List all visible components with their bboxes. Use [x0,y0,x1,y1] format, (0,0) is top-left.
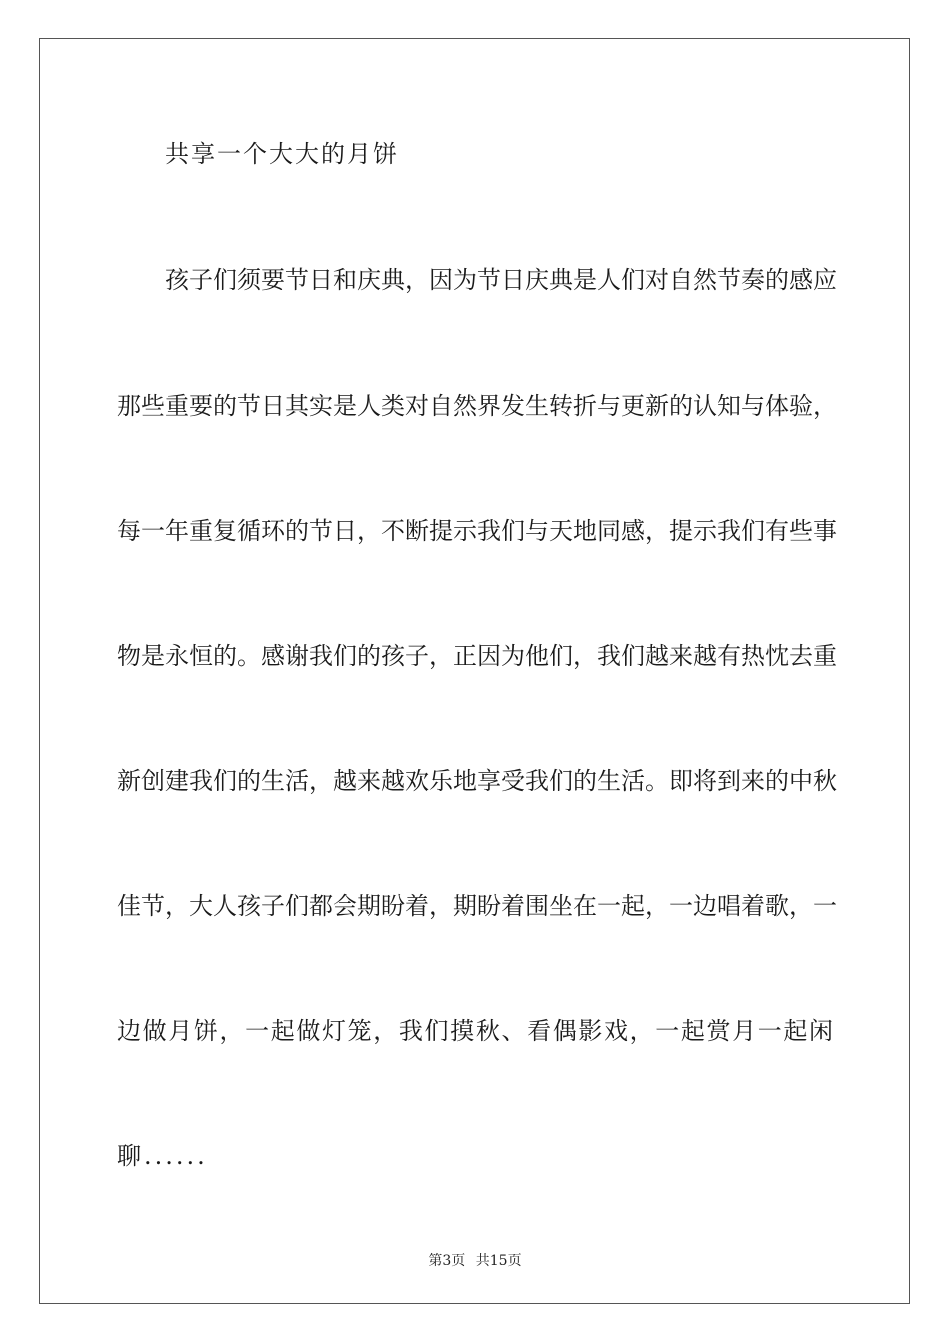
page-frame [39,38,910,1304]
paragraph-line-4: 物是永恒的。感谢我们的孩子，正因为他们，我们越来越有热忱去重 [117,642,837,670]
paragraph-line-3: 每一年重复循环的节日，不断提示我们与天地同感，提示我们有些事 [117,517,837,545]
paragraph-line-6: 佳节，大人孩子们都会期盼着，期盼着围坐在一起，一边唱着歌，一 [117,892,837,920]
paragraph-line-2: 那些重要的节日其实是人类对自然界发生转折与更新的认知与体验， [117,392,837,420]
total-pages: 共15页 [475,1253,522,1269]
paragraph-line-8: 聊...... [117,1142,208,1170]
paragraph-line-1: 孩子们须要节日和庆典，因为节日庆典是人们对自然节奏的感应 [165,266,837,294]
page-number: 第3页 [428,1253,466,1269]
document-title: 共享一个大大的月饼 [165,140,399,168]
paragraph-line-5: 新创建我们的生活，越来越欢乐地享受我们的生活。即将到来的中秋 [117,767,837,795]
paragraph-line-7: 边做月饼，一起做灯笼，我们摸秋、看偶影戏，一起赏月一起闲 [117,1017,833,1045]
page-footer [0,1250,950,1270]
